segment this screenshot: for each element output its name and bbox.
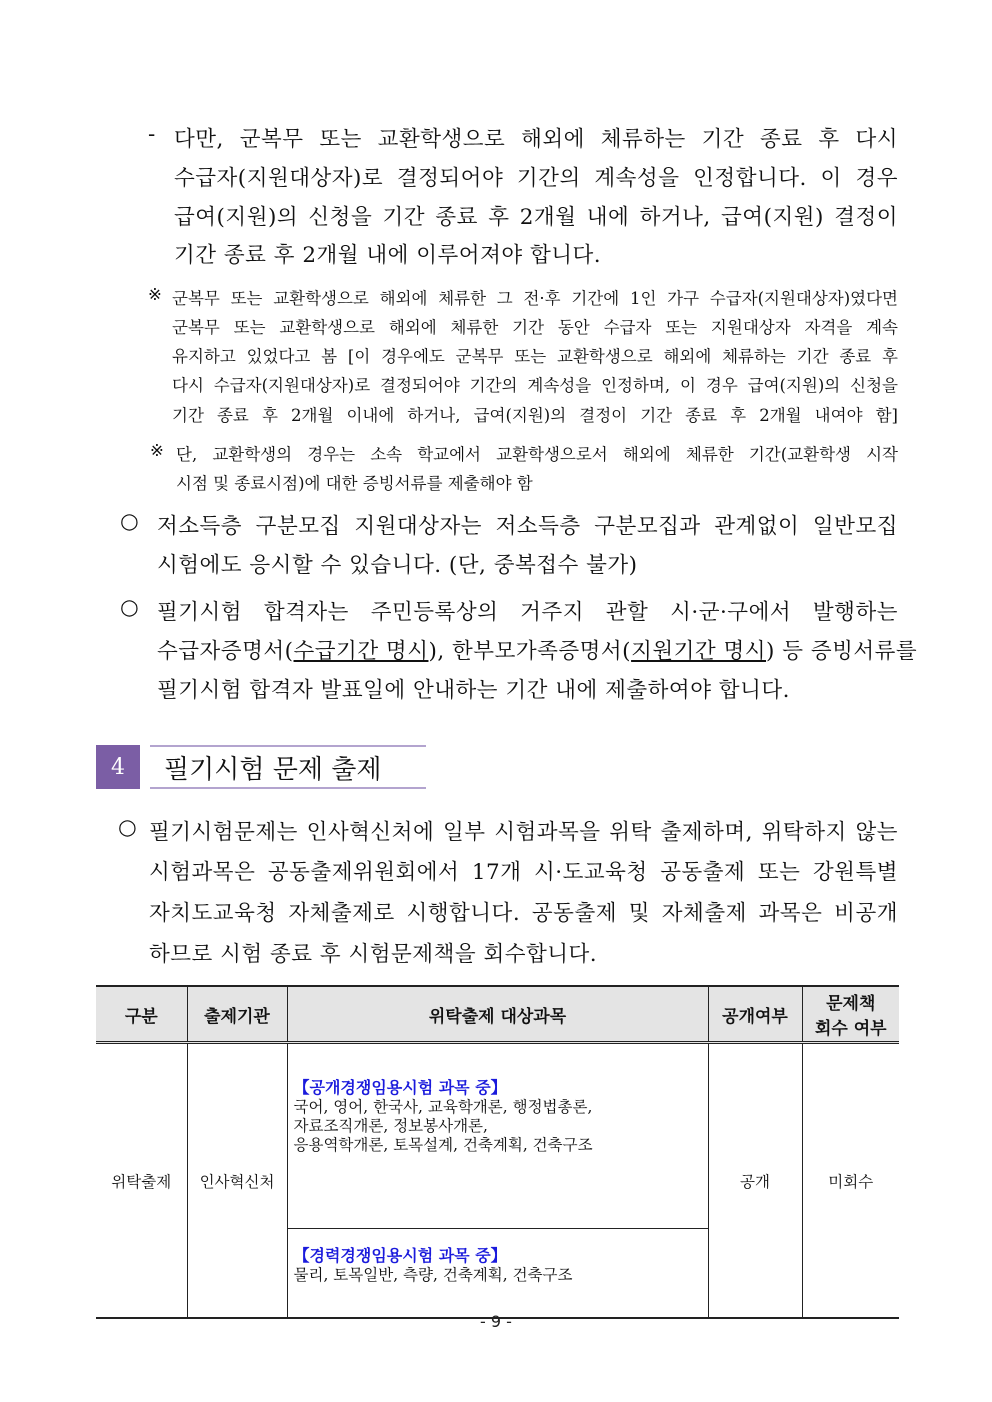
note1-line-5: 기간 종료 후 2개월 이내에 하거나, 급여(지원)의 결정이 기간 종료 후 2개월 내여야 함] [172, 406, 898, 425]
bullet2-line-2a: 수급자증명서( [157, 639, 294, 664]
underlined-term: 지원기간 명시 [631, 639, 767, 664]
dash-item-line-2: 수급자(지원대상자)로 결정되어야 기간의 계속성을 인정합니다. 이 경우 [174, 166, 898, 191]
underlined-term: 수급기간 명시 [293, 639, 429, 664]
note-mark: ※ [148, 285, 162, 304]
cell-subjects-public [287, 1043, 708, 1229]
section-title: 필기시험 문제 출제 [150, 745, 426, 789]
circle-bullet-icon: ○ [120, 509, 140, 534]
bullet3-line-1: 필기시험문제는 인사혁신처에 일부 시험과목을 위탁 출제하며, 위탁하지 않는 [149, 820, 898, 845]
header-retrieval [802, 986, 899, 1043]
dash-marker: - [148, 122, 156, 147]
bullet3-line-3: 자치도교육청 자체출제로 시행합니다. 공동출제 및 자체출제 과목은 비공개 [149, 901, 898, 926]
header-category: 구분 [96, 986, 187, 1043]
cell-subjects-career [287, 1229, 708, 1319]
subject-line: 응용역학개론, 토목설계, 건축계획, 건축구조 [293, 1136, 593, 1154]
circle-bullet-icon: ○ [120, 595, 140, 620]
bullet1-line-1: 저소득층 구분모집 지원대상자는 저소득층 구분모집과 관계없이 일반모집 [157, 514, 898, 539]
page-number: - 9 - [480, 1312, 512, 1331]
cell-category: 위탁출제 [96, 1043, 187, 1319]
bullet2-line-2 [157, 634, 918, 665]
header-retrieval-line-2: 회수 여부 [814, 1019, 887, 1039]
bullet3-line-4: 하므로 시험 종료 후 시험문제책을 회수합니다. [149, 942, 598, 967]
cell-agency: 인사혁신처 [187, 1043, 287, 1319]
bullet1-line-2: 시험에도 응시할 수 있습니다. (단, 중복접수 불가) [157, 553, 638, 578]
header-retrieval-line-1: 문제책 [826, 994, 876, 1014]
bullet3-line-2: 시험과목은 공동출제위원회에서 17개 시·도교육청 공동출제 또는 강원특별 [149, 860, 898, 885]
table-header-row [96, 986, 899, 1043]
note1-line-3: 유지하고 있었다고 봄 [이 경우에도 군복무 또는 교환학생으로 해외에 체류하는 기간 종료 후 [172, 347, 898, 366]
subject-line: 국어, 영어, 한국사, 교육학개론, 행정법총론, [293, 1098, 593, 1116]
subject-line: 자료조직개론, 정보봉사개론, [293, 1117, 488, 1135]
cell-disclosure: 공개 [708, 1043, 802, 1319]
bullet2-line-2c: ) 등 증빙서류를 [766, 639, 918, 664]
bullet2-line-3: 필기시험 합격자 발표일에 안내하는 기간 내에 제출하여야 합니다. [157, 678, 790, 703]
note1-line-2: 군복무 또는 교환학생으로 해외에 체류한 기간 동안 수급자 또는 지원대상자 자격을 계속 [172, 318, 898, 337]
dash-item-line-3: 급여(지원)의 신청을 기간 종료 후 2개월 내에 하거나, 급여(지원) 결정이 [174, 205, 898, 230]
bullet2-line-2b: ), 한부모가족증명서( [428, 639, 632, 664]
note2-line-2: 시점 및 종료시점)에 대한 증빙서류를 제출해야 함 [176, 474, 533, 493]
note2-line-1: 단, 교환학생의 경우는 소속 학교에서 교환학생으로서 해외에 체류한 기간(교환학생 시작 [176, 445, 898, 464]
subject-group-heading: 【공개경쟁임용시험 과목 중】 [293, 1078, 507, 1097]
dash-item-line-4: 기간 종료 후 2개월 내에 이루어져야 합니다. [174, 243, 602, 268]
header-agency: 출제기관 [187, 986, 287, 1043]
table-row [96, 1043, 899, 1229]
circle-bullet-icon: ○ [118, 815, 138, 840]
dash-item-line-1: 다만, 군복무 또는 교환학생으로 해외에 체류하는 기간 종료 후 다시 [174, 127, 898, 152]
header-subjects: 위탁출제 대상과목 [287, 986, 708, 1043]
header-disclosure: 공개여부 [708, 986, 802, 1043]
subject-group-heading: 【경력경쟁임용시험 과목 중】 [293, 1246, 507, 1265]
cell-retrieval: 미회수 [802, 1043, 899, 1319]
section-number-badge: 4 [96, 745, 140, 789]
note-mark: ※ [150, 441, 164, 460]
note1-line-4: 다시 수급자(지원대상자)로 결정되어야 기간의 계속성을 인정하며, 이 경우 급여(지원)의 신청을 [172, 376, 898, 395]
note1-line-1: 군복무 또는 교환학생으로 해외에 체류한 그 전·후 기간에 1인 가구 수급자(지원대상자)였다면 [172, 289, 898, 308]
subject-line: 물리, 토목일반, 측량, 건축계획, 건축구조 [293, 1266, 573, 1284]
bullet2-line-1: 필기시험 합격자는 주민등록상의 거주지 관할 시·군·구에서 발행하는 [157, 600, 898, 625]
subject-table [96, 985, 899, 1319]
